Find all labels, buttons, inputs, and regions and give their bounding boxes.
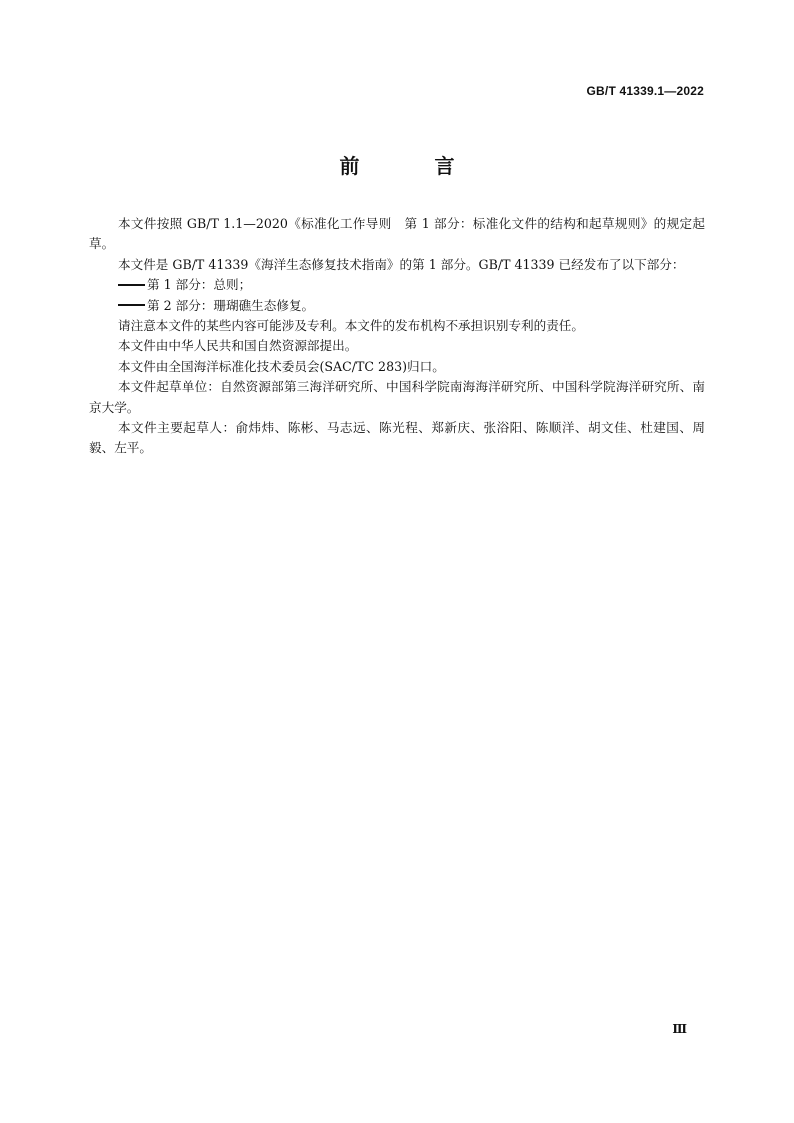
paragraph-part-description: 本文件是 GB/T 41339《海洋生态修复技术指南》的第 1 部分。GB/T 41339 已经发布了以下部分： xyxy=(118,256,685,272)
list-item-text: 第 2 部分：珊瑚礁生态修复。 xyxy=(147,297,315,313)
dash-marker xyxy=(118,304,145,306)
dash-marker xyxy=(118,284,145,286)
list-item-text: 第 1 部分：总则； xyxy=(147,277,252,293)
paragraph-drafting-units: 本文件起草单位：自然资源部第三海洋研究所、中国科学院南海海洋研究所、中国科学院海洋研究所、南京大学。 xyxy=(89,379,705,415)
page-title: 前 言 xyxy=(339,154,489,178)
paragraph-drafters: 本文件主要起草人：俞炜炜、陈彬、马志远、陈光程、郑新庆、张浴阳、陈顺洋、胡文佳、杜建国、周毅、左平。 xyxy=(89,420,705,456)
list-item xyxy=(89,275,705,295)
list-item xyxy=(89,296,705,316)
document-body xyxy=(89,214,705,459)
paragraph-drafting-rules: 本文件按照 GB/T 1.1—2020《标准化工作导则 第 1 部分：标准化文件的结构和起草规则》的规定起草。 xyxy=(89,216,705,252)
paragraph-proposed-by: 本文件由中华人民共和国自然资源部提出。 xyxy=(118,338,358,354)
paragraph-under-jurisdiction: 本文件由全国海洋标准化技术委员会(SAC/TC 283)归口。 xyxy=(118,358,445,374)
page-number: Ⅲ xyxy=(672,1022,687,1036)
paragraph-patent-notice: 请注意本文件的某些内容可能涉及专利。本文件的发布机构不承担识别专利的责任。 xyxy=(118,318,584,334)
standard-code: GB/T 41339.1—2022 xyxy=(586,84,704,98)
